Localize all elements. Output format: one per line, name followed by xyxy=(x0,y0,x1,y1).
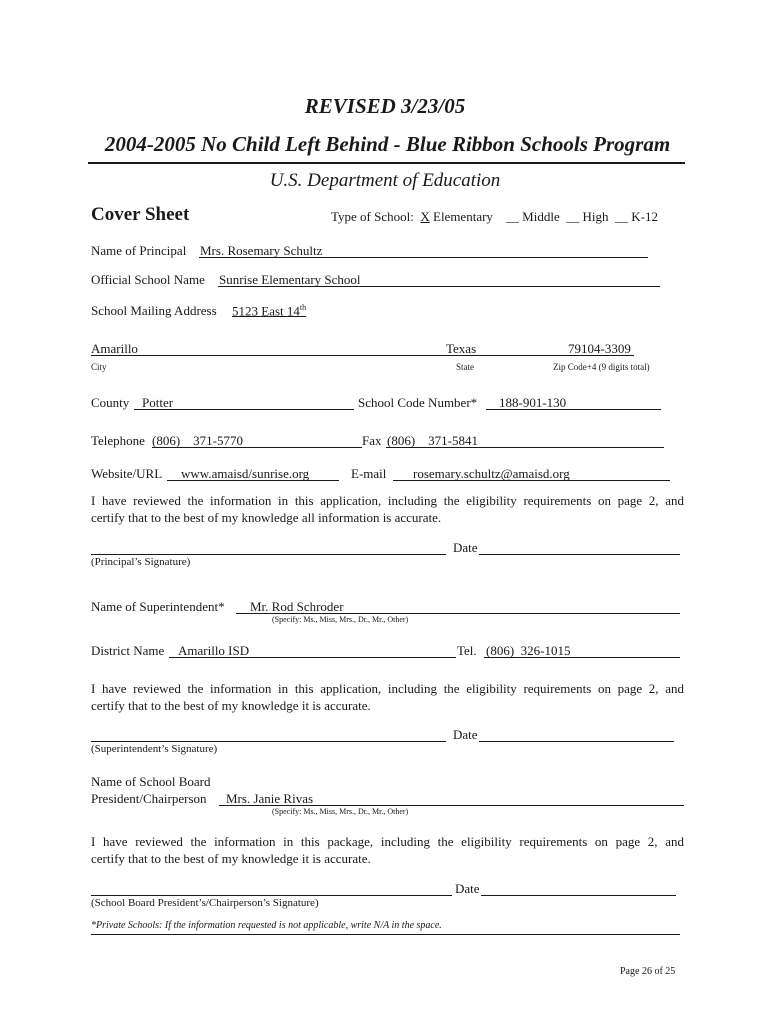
principal-certification-line2: certify that to the best of my knowledge all information is accurate. xyxy=(91,510,442,525)
superintendent-date-line[interactable] xyxy=(479,741,674,742)
county-label: County xyxy=(91,395,130,410)
school-type-elementary: Elementary xyxy=(433,209,493,224)
email-field[interactable]: rosemary.schultz@amaisd.org xyxy=(413,466,570,481)
board-certification-line1: I have reviewed the information in this package, including the eligibility requirements on page 2, and xyxy=(91,834,684,849)
city-caption: City xyxy=(91,362,107,372)
state-field[interactable]: Texas xyxy=(446,341,477,356)
board-date-line[interactable] xyxy=(481,895,676,896)
superintendent-certification-line2: certify that to the best of my knowledge it is accurate. xyxy=(91,698,371,713)
board-certification xyxy=(91,833,684,867)
board-signature-line[interactable] xyxy=(91,895,452,896)
board-date-label: Date xyxy=(455,881,480,896)
superintendent-name-field[interactable]: Mr. Rod Schroder xyxy=(250,599,344,614)
county-field[interactable]: Potter xyxy=(142,395,174,410)
street-address-main: 5123 East 14 xyxy=(232,303,300,319)
superintendent-date-label: Date xyxy=(453,727,478,742)
board-president-field[interactable]: Mrs. Janie Rivas xyxy=(226,791,314,806)
principal-certification-line1: I have reviewed the information in this application, including the eligibility requirements on page 2, and xyxy=(91,493,684,508)
school-type-label: Type of School: xyxy=(331,209,414,224)
board-specify-note: (Specify: Ms., Miss, Mrs., Dr., Mr., Other) xyxy=(272,807,409,816)
board-label-line1: Name of School Board xyxy=(91,774,211,789)
principal-signature-caption: (Principal’s Signature) xyxy=(91,556,191,568)
street-address-field[interactable] xyxy=(232,303,306,319)
program-title: 2004-2005 No Child Left Behind - Blue Ribbon Schools Program xyxy=(104,132,671,156)
address-label: School Mailing Address xyxy=(91,303,217,318)
school-type-row xyxy=(331,209,658,225)
principal-date-label: Date xyxy=(453,540,478,555)
board-certification-line2: certify that to the best of my knowledge it is accurate. xyxy=(91,851,371,866)
school-type-k12: K-12 xyxy=(631,209,658,224)
email-label: E-mail xyxy=(351,466,387,481)
fax-field[interactable]: (806) 371-5841 xyxy=(387,433,478,448)
school-type-elementary-mark[interactable]: X xyxy=(420,209,430,224)
school-type-k12-mark[interactable]: __ xyxy=(614,209,628,224)
school-type-high-mark[interactable]: __ xyxy=(566,209,580,224)
school-code-label: School Code Number* xyxy=(358,395,478,410)
district-label: District Name xyxy=(91,643,165,658)
superintendent-signature-line[interactable] xyxy=(91,741,446,742)
page-number: Page 26 of 25 xyxy=(620,966,676,977)
superintendent-signature-caption: (Superintendent’s Signature) xyxy=(91,743,218,755)
department-name: U.S. Department of Education xyxy=(269,170,501,191)
principal-label: Name of Principal xyxy=(91,243,187,258)
district-tel-field[interactable]: (806) 326-1015 xyxy=(486,643,571,658)
school-name-field[interactable]: Sunrise Elementary School xyxy=(219,272,361,287)
street-address-ordinal: th xyxy=(299,303,307,312)
superintendent-certification-line1: I have reviewed the information in this application, including the eligibility requirements on page 2, and xyxy=(91,681,684,696)
school-type-middle-mark[interactable]: __ xyxy=(505,209,519,224)
principal-date-line[interactable] xyxy=(479,554,680,555)
zip-caption: Zip Code+4 (9 digits total) xyxy=(553,362,650,372)
private-school-note: *Private Schools: If the information requested is not applicable, write N/A in the space. xyxy=(91,920,442,931)
private-note-rule xyxy=(91,934,680,935)
telephone-label: Telephone xyxy=(91,433,145,448)
city-field[interactable]: Amarillo xyxy=(91,341,138,356)
principal-name-field[interactable]: Mrs. Rosemary Schultz xyxy=(200,243,323,258)
revised-date: REVISED 3/23/05 xyxy=(304,94,466,118)
school-type-middle: Middle xyxy=(522,209,560,224)
city-state-zip-line xyxy=(91,355,634,356)
website-field[interactable]: www.amaisd/sunrise.org xyxy=(181,466,310,481)
district-tel-label: Tel. xyxy=(457,643,477,658)
superintendent-label: Name of Superintendent* xyxy=(91,599,225,614)
school-code-field[interactable]: 188-901-130 xyxy=(499,395,567,410)
telephone-field[interactable]: (806) 371-5770 xyxy=(152,433,243,448)
school-type-high: High xyxy=(582,209,609,224)
board-signature-caption: (School Board President’s/Chairperson’s Signature) xyxy=(91,897,319,909)
superintendent-specify-note: (Specify: Ms., Miss, Mrs., Dr., Mr., Other) xyxy=(272,615,409,624)
zip-field[interactable]: 79104-3309 xyxy=(568,341,631,356)
superintendent-certification xyxy=(91,680,684,714)
cover-sheet-title: Cover Sheet xyxy=(91,204,190,225)
district-name-field[interactable]: Amarillo ISD xyxy=(178,643,250,658)
school-name-label: Official School Name xyxy=(91,272,205,287)
title-rule xyxy=(88,162,685,164)
principal-signature-line[interactable] xyxy=(91,554,446,555)
board-label-line2: President/Chairperson xyxy=(91,791,207,806)
principal-certification xyxy=(91,492,684,526)
website-label: Website/URL xyxy=(91,466,163,481)
fax-label: Fax xyxy=(362,433,382,448)
state-caption: State xyxy=(456,362,474,372)
